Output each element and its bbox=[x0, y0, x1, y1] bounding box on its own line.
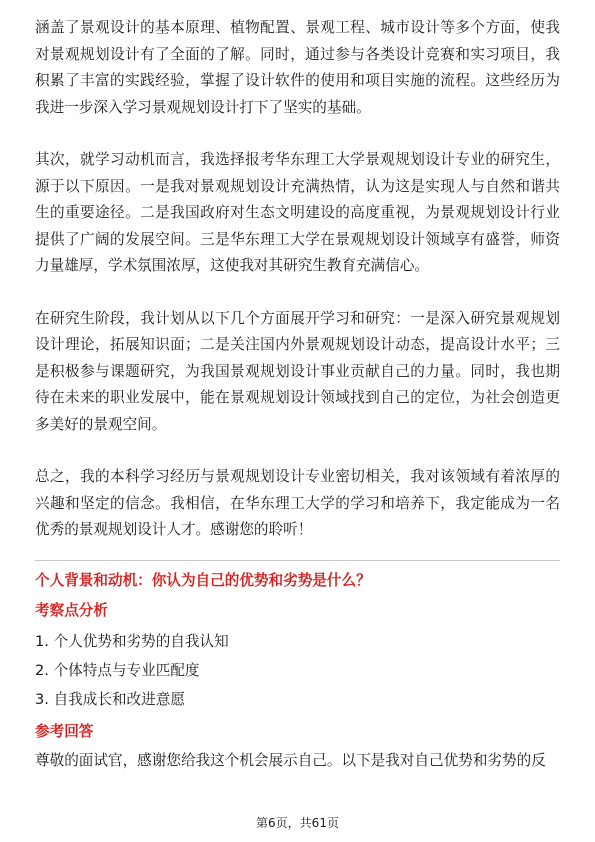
analysis-points-list bbox=[35, 627, 560, 714]
paragraph-study-plan: 在研究生阶段，我计划从以下几个方面展开学习和研究：一是深入研究景观规划设计理论，拓展知识面；二是关注国内外景观规划设计动态，提高设计水平；三是积极参与课题研究，为我国景观规划设计事业贡献自己的力量。同时，我也期待在未来的职业发展中，能在景观规划设计领域找到自己的定位，为社会创造更多美好的景观空间。 bbox=[35, 309, 560, 433]
answer-heading: 参考回答 bbox=[35, 722, 94, 740]
paragraph-motivation: 其次，就学习动机而言，我选择报考华东理工大学景观规划设计专业的研究生，源于以下原因。一是我对景观规划设计充满热情，认为这是实现人与自然和谐共生的重要途径。二是我国政府对生态文明建设的高度重视，为景观规划设计行业提供了广阔的发展空间。三是华东理工大学在景观规划设计领域享有盛誉，师资力量雄厚，学术氛围浓厚，这使我对其研究生教育充满信心。 bbox=[35, 151, 560, 274]
paragraph-gap bbox=[35, 438, 560, 464]
list-item: 2. 个体特点与专业匹配度 bbox=[35, 661, 200, 679]
list-item: 3. 自我成长和改进意愿 bbox=[35, 690, 185, 708]
paragraph-gap bbox=[35, 280, 560, 306]
page-content bbox=[35, 15, 560, 774]
page-number-footer: 第6页，共61页 bbox=[256, 816, 339, 830]
paragraph-conclusion: 总之，我的本科学习经历与景观规划设计专业密切相关，我对该领域有着浓厚的兴趣和坚定的信念。我相信，在华东理工大学的学习和培养下，我定能成为一名优秀的景观规划设计人才。感谢您的聆听！ bbox=[35, 468, 560, 538]
section-divider bbox=[35, 560, 560, 561]
analysis-heading: 考察点分析 bbox=[35, 601, 108, 619]
list-item: 1. 个人优势和劣势的自我认知 bbox=[35, 632, 229, 650]
paragraph-gap bbox=[35, 121, 560, 147]
question-title: 个人背景和动机：你认为自己的优势和劣势是什么？ bbox=[35, 571, 371, 589]
paragraph-background: 涵盖了景观设计的基本原理、植物配置、景观工程、城市设计等多个方面，使我对景观规划设计有了全面的了解。同时，通过参与各类设计竞赛和实习项目，我积累了丰富的实践经验，掌握了设计软件的使用和项目实施的流程。这些经历为我进一步深入学习景观规划设计打下了坚实的基础。 bbox=[35, 19, 560, 116]
answer-text: 尊敬的面试官，感谢您给我这个机会展示自己。以下是我对自己优势和劣势的反 bbox=[35, 751, 546, 769]
